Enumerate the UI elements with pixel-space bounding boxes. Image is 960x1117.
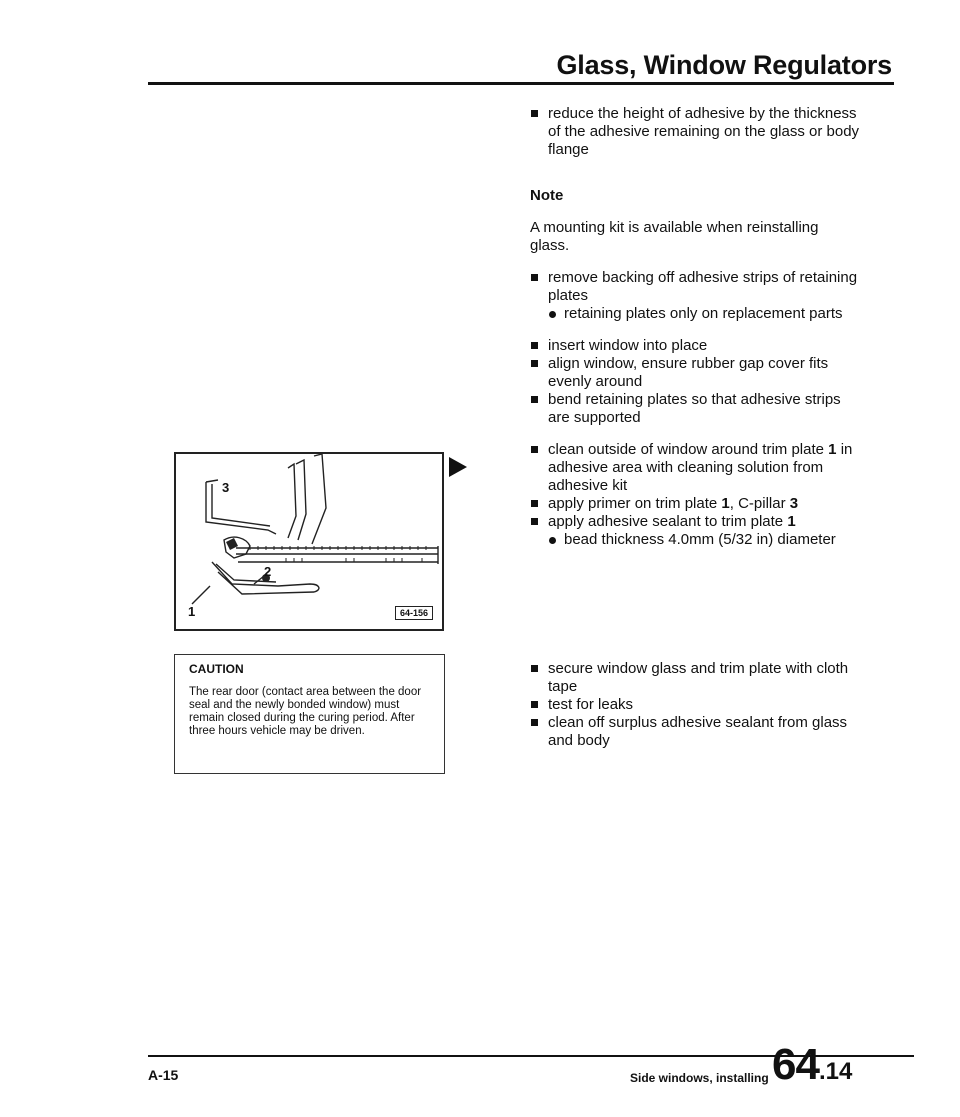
bullet-reduce-height: reduce the height of adhesive by the thickness of the adhesive remaining on the glass or body flange [530,105,860,159]
bullet-test-leaks: test for leaks [530,696,860,714]
bullet-clean-outside [530,441,860,495]
figure-trim-plate [174,452,444,631]
bullet-apply-primer [530,495,860,513]
bullet-remove-backing: remove backing off adhesive strips of retaining plates [530,269,860,305]
note-title: Note [530,187,564,204]
header-rule [148,82,894,85]
apply-primer-num1: 1 [721,495,730,512]
figure-label-2: 2 [264,564,272,579]
right-column [530,105,860,549]
sub-retaining-plates: retaining plates only on replacement parts [530,305,860,323]
apply-sealant-num: 1 [787,513,796,530]
apply-primer-num2: 3 [789,495,799,512]
caution-text: The rear door (contact area between the door seal and the newly bonded window) must remain closed during the curing period. After three hours vehicle may be driven. [189,686,422,737]
apply-primer-mid: , C-pillar [729,495,786,512]
bullet-bend-plates: bend retaining plates so that adhesive strips are supported [530,391,860,427]
bullet-align-window: align window, ensure rubber gap cover fits evenly around [530,355,860,391]
bullet-apply-sealant [530,513,860,531]
apply-sealant-pre: apply adhesive sealant to trim plate [548,513,784,530]
pointer-arrow-icon [449,457,467,477]
sub-bead-thickness: bead thickness 4.0mm (5/32 in) diameter [530,531,860,549]
note-text: A mounting kit is available when reinstalling glass. [530,219,819,254]
bullet-secure-glass: secure window glass and trim plate with cloth tape [530,660,860,696]
section-major: 64 [772,1040,819,1089]
page-ref: A-15 [148,1067,179,1083]
clean-outside-post: in adhesive area with cleaning solution from adhesive kit [548,441,853,494]
section-minor: .14 [818,1058,853,1085]
section-number [772,1040,852,1090]
bullet-insert-window: insert window into place [530,337,860,355]
caution-title: CAUTION [189,662,244,676]
footer-caption: Side windows, installing [630,1071,769,1085]
figure-code: 64-156 [395,606,433,620]
caution-box [174,654,445,774]
right-column-lower [530,660,860,750]
clean-outside-pre: clean outside of window around trim plate [548,441,824,458]
figure-illustration [176,454,442,629]
clean-outside-num: 1 [828,441,837,458]
figure-label-1: 1 [188,604,196,619]
apply-primer-pre: apply primer on trim plate [548,495,718,512]
figure-label-3: 3 [222,480,230,495]
bullet-clean-surplus: clean off surplus adhesive sealant from glass and body [530,714,860,750]
page-title: Glass, Window Regulators [556,50,892,80]
